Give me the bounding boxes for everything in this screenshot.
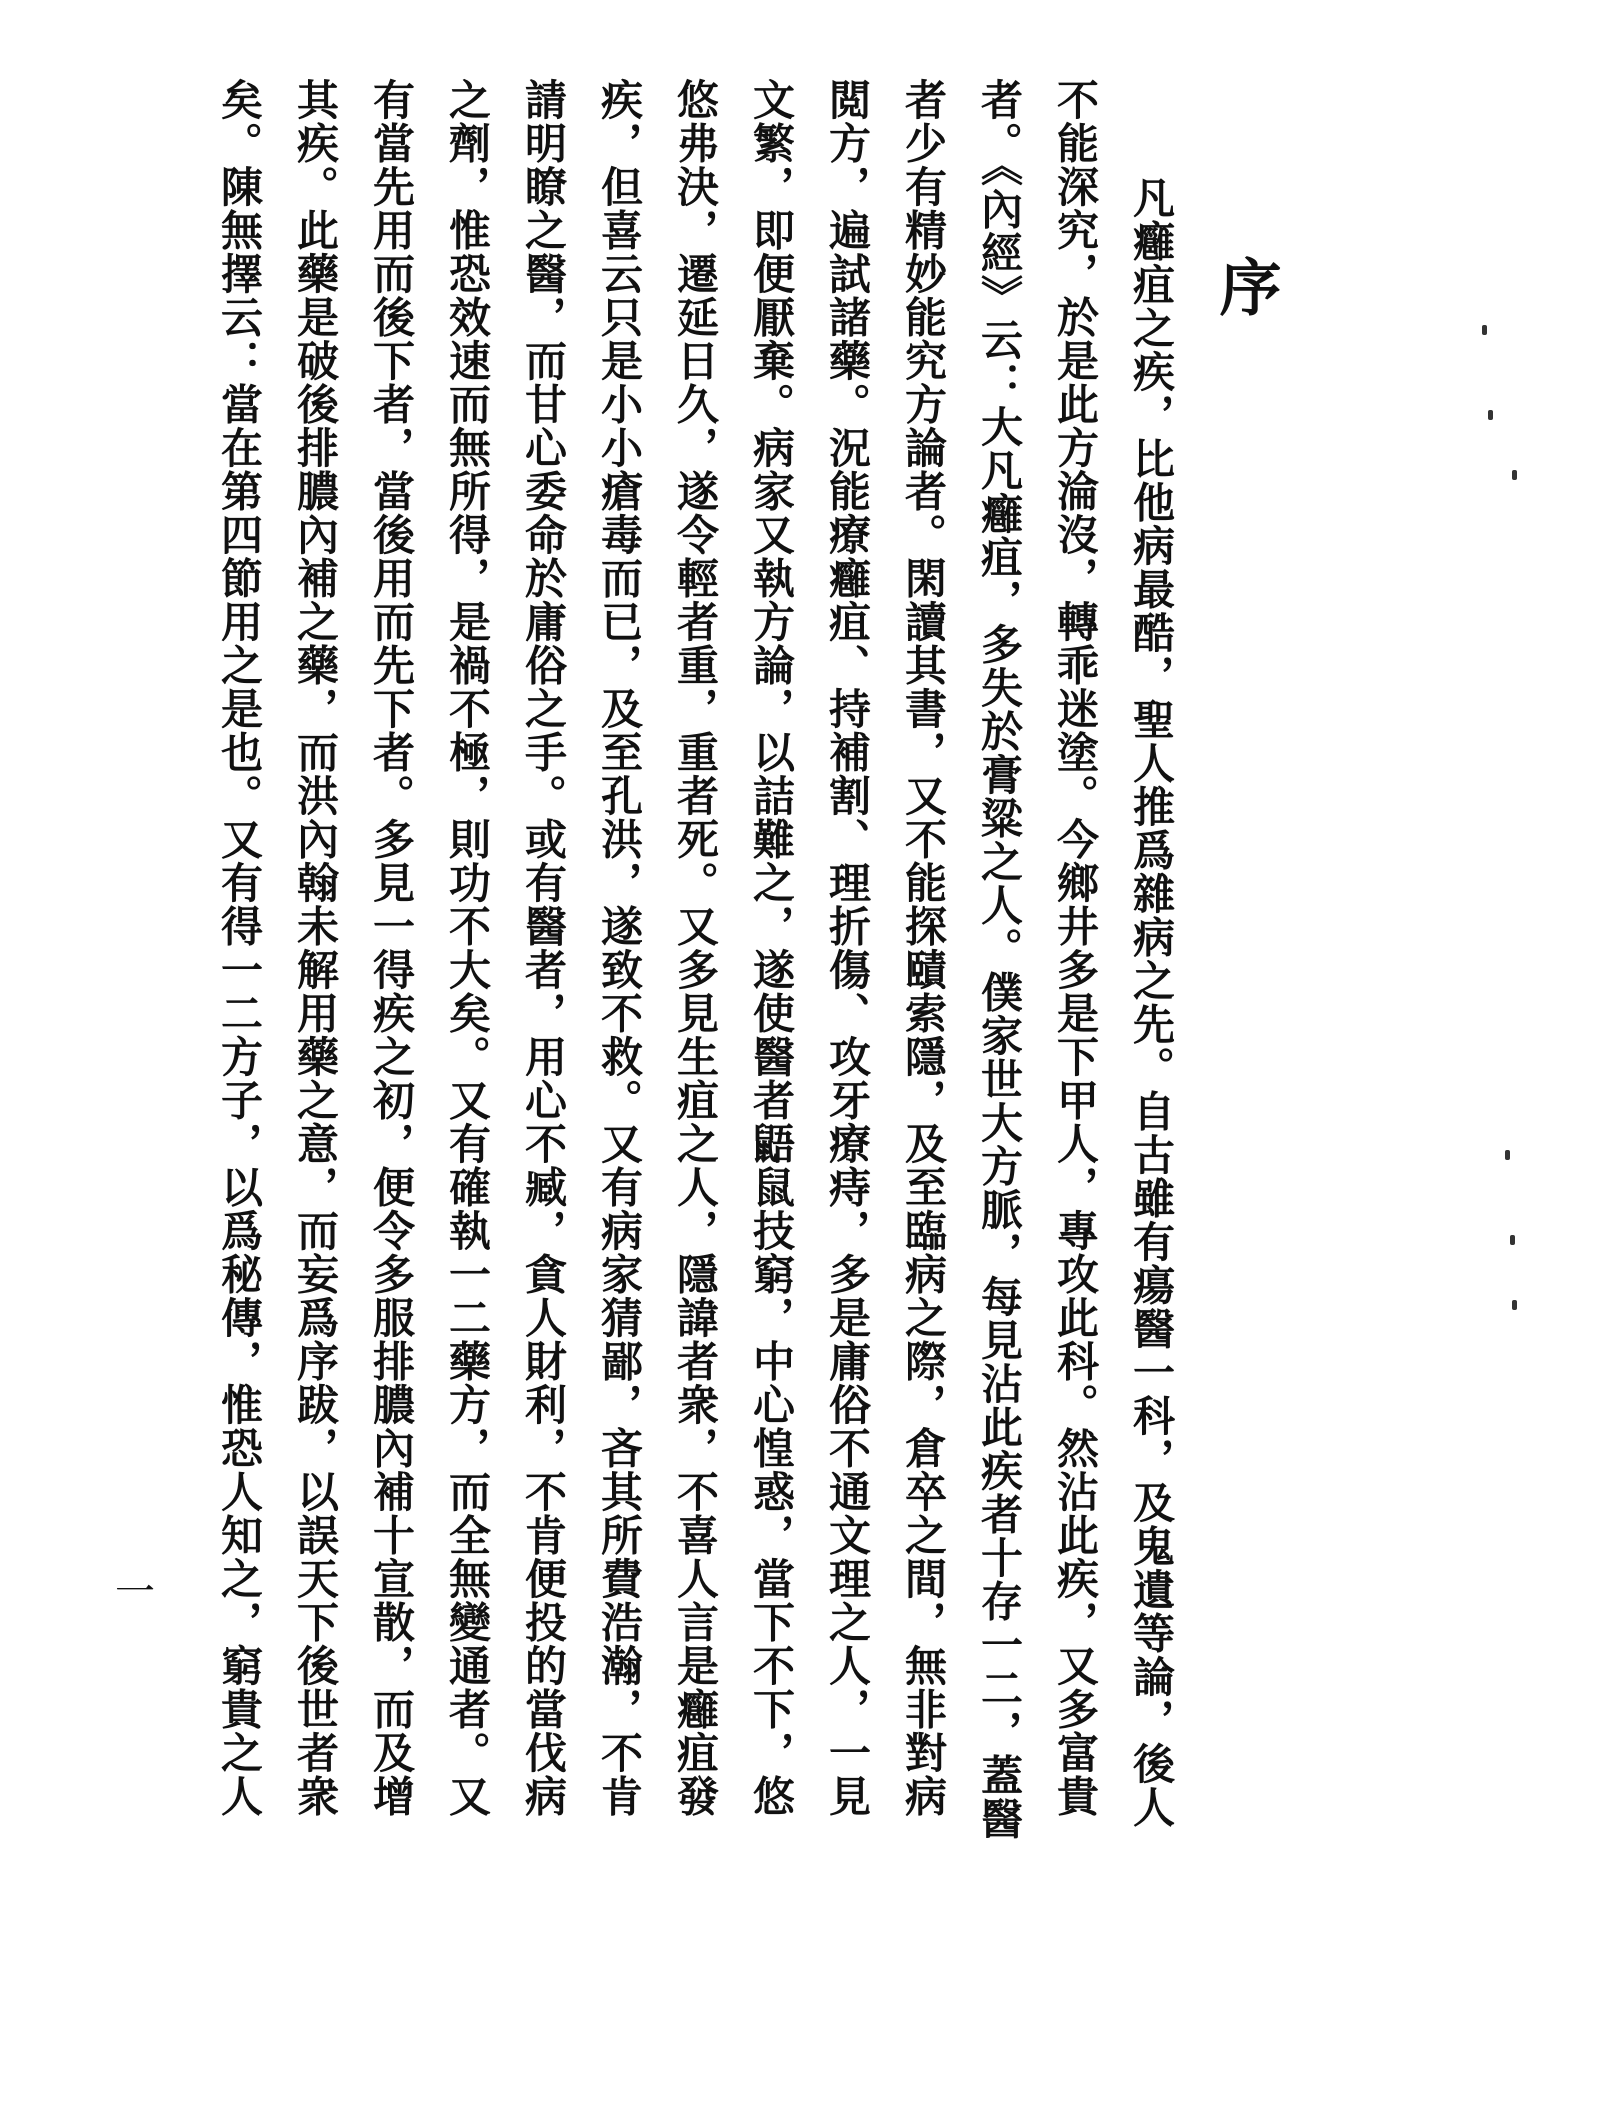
- text-column-7: 悠弗決，遷延日久，遂令輕者重，重者死。又多見生疽之人，隱諱者衆，不喜人言是癰疽發: [671, 78, 720, 1818]
- scan-speck: [1482, 325, 1487, 335]
- text-column-13: 矣。陳無擇云：當在第四節用之是也。又有得一二方子，以爲秘傳，惟恐人知之，窮貴之人: [215, 78, 264, 1818]
- text-column-1: 凡癰疽之疾，比他病最酷，聖人推爲雜病之先。自古雖有瘍醫一科，及鬼遺等論，後人: [1127, 176, 1176, 1829]
- text-column-3: 者。《內經》云：大凡癰疽，多失於膏粱之人。僕家世大方脈，每見沾此疾者十存一二，蓋醫: [975, 78, 1024, 1841]
- scan-speck: [1512, 1300, 1517, 1310]
- scan-speck: [1512, 470, 1517, 480]
- text-column-11: 有當先用而後下者，當後用而先下者。多見一得疾之初，便令多服排膿內補十宣散，而及增: [367, 78, 416, 1818]
- scan-speck: [1510, 1235, 1515, 1245]
- text-column-12: 其疾。此藥是破後排膿內補之藥，而洪內翰未解用藥之意，而妄爲序跋，以誤天下後世者衆: [291, 78, 340, 1818]
- text-column-10: 之劑，惟恐效速而無所得，是禍不極，則功不大矣。又有確執一二藥方，而全無變通者。又: [443, 78, 492, 1818]
- text-column-4: 者少有精妙能究方論者。閑讀其書，又不能探賾索隱，及至臨病之際，倉卒之間，無非對病: [899, 78, 948, 1818]
- text-column-6: 文繁，即便厭棄。病家又執方論，以詰難之，遂使醫者鼯鼠技窮，中心惶惑，當下不下，悠: [747, 78, 796, 1818]
- scan-speck: [1488, 410, 1493, 420]
- scan-speck: [1505, 1150, 1510, 1160]
- preface-title: 序: [1209, 255, 1282, 317]
- text-column-8: 疾，但喜云只是小小瘡毒而已，及至孔洪，遂致不救。又有病家猜鄙，吝其所費浩瀚，不肯: [595, 78, 644, 1818]
- text-column-2: 不能深究，於是此方淪沒，轉乖迷塗。今鄉井多是下甲人，專攻此科。然沾此疾，又多富貴: [1051, 78, 1100, 1818]
- text-column-9: 請明瞭之醫，而甘心委命於庸俗之手。或有醫者，用心不臧，貪人財利，不肯便投的當伐病: [519, 78, 568, 1818]
- preface-body: [175, 78, 1175, 1898]
- text-column-5: 閲方，遍試諸藥。況能療癰疽、持補割、理折傷、攻牙療痔，多是庸俗不通文理之人，一見: [823, 78, 872, 1818]
- page-number: 一: [115, 1569, 155, 1615]
